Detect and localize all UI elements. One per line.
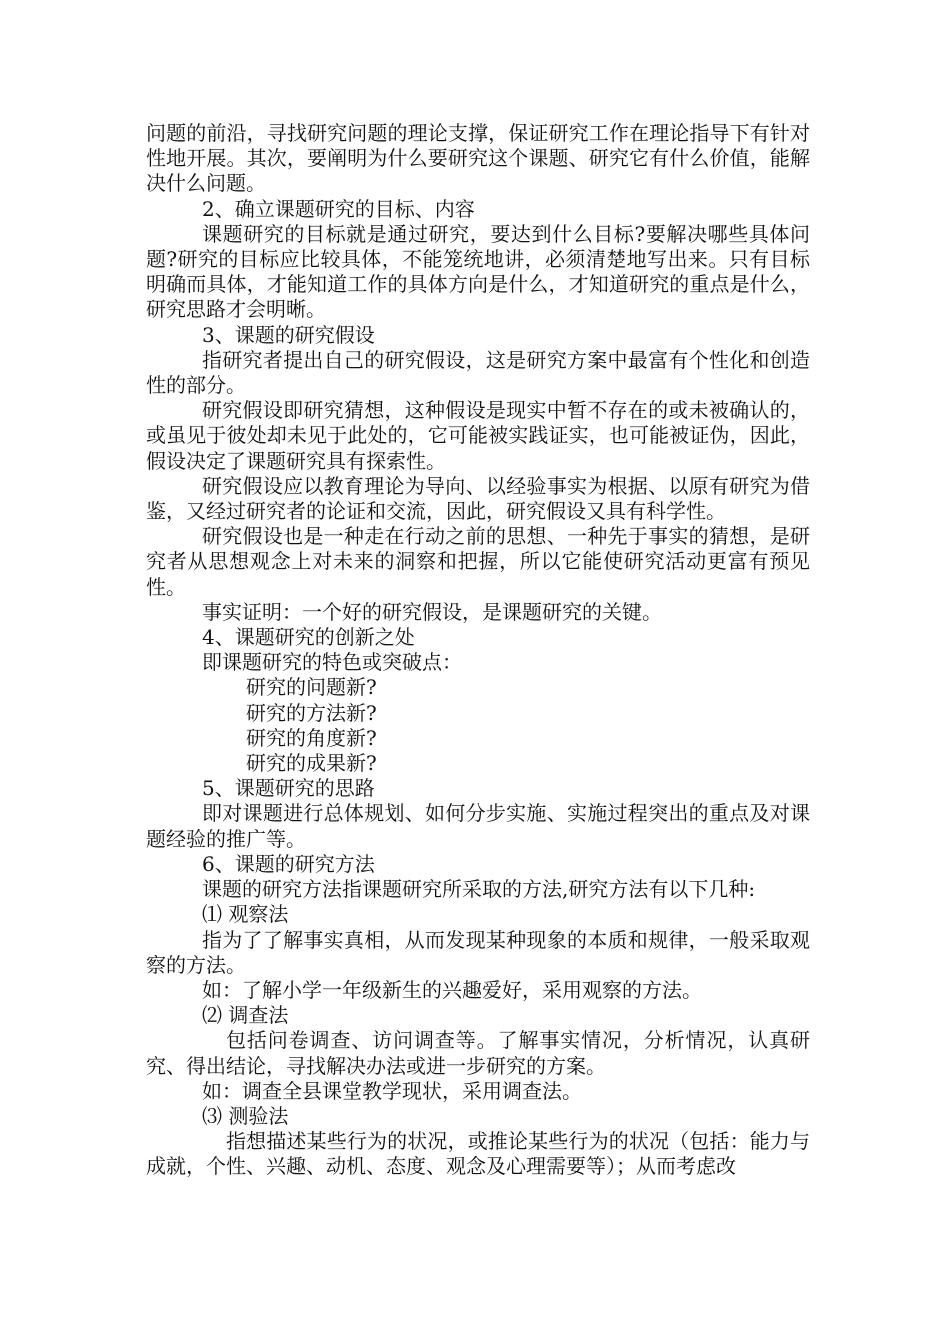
paragraph: 如：了解小学一年级新生的兴趣爱好，采用观察的方法。 [202,977,702,1002]
paragraph: 如：调查全县课堂教学现状，采用调查法。 [202,1078,582,1103]
paragraph: 事实证明：一个好的研究假设，是课题研究的关键。 [202,599,662,624]
section-heading: 2、确立课题研究的目标、内容 [202,196,475,221]
list-item: 研究的方法新? [246,700,377,725]
list-item: 研究的成果新? [246,751,377,776]
list-item: 研究的角度新? [246,725,377,750]
document-body [146,121,810,1180]
paragraph: 指研究者提出自己的研究假设，这是研究方案中最富有个性化和创造性的部分。 [146,347,810,398]
paragraph: 研究假设应以教育理论为导向、以经验事实为根据、以原有研究为借鉴，又经过研究者的论证和交流，因此，研究假设又具有科学性。 [146,473,810,524]
section-heading: 5、课题研究的思路 [202,776,375,801]
paragraph: 即课题研究的特色或突破点： [202,650,462,675]
paragraph: 课题的研究方法指课题研究所采取的方法,研究方法有以下几种: [202,877,756,902]
subsection-heading: ⑴ 观察法 [202,902,289,927]
section-heading: 3、课题的研究假设 [202,322,375,347]
paragraph: 指想描述某些行为的状况，或推论某些行为的状况（包括：能力与成就，个性、兴趣、动机、态度、观念及心理需要等）；从而考虑改 [146,1129,810,1179]
paragraph: 研究假设也是一种走在行动之前的思想、一种先于事实的猜想，是研究者从思想观念上对未来的洞察和把握，所以它能使研究活动更富有预见性。 [146,524,810,599]
subsection-heading: ⑶ 测验法 [202,1103,289,1128]
subsection-heading: ⑵ 调查法 [202,1003,289,1028]
section-heading: 6、课题的研究方法 [202,851,375,876]
section-heading: 4、课题研究的创新之处 [202,625,415,650]
paragraph: 课题研究的目标就是通过研究，要达到什么目标?要解决哪些具体问题?研究的目标应比较具体，不能笼统地讲，必须清楚地写出来。只有目标明确而具体，才能知道工作的具体方向是什么，才知道研究的重点是什么，研究思路才会明晰。 [146,221,810,322]
paragraph: 研究假设即研究猜想，这种假设是现实中暂不存在的或未被确认的，或虽见于彼处却未见于此处的，它可能被实践证实，也可能被证伪，因此，假设决定了课题研究具有探索性。 [146,398,810,473]
list-item: 研究的问题新? [246,675,377,700]
paragraph: 问题的前沿，寻找研究问题的理论支撑，保证研究工作在理论指导下有针对性地开展。其次，要阐明为什么要研究这个课题、研究它有什么价值，能解决什么问题。 [146,121,810,196]
paragraph: 即对课题进行总体规划、如何分步实施、实施过程突出的重点及对课题经验的推广等。 [146,801,810,851]
paragraph: 包括问卷调查、访问调查等。了解事实情况，分析情况，认真研究、得出结论，寻找解决办法或进一步研究的方案。 [146,1028,810,1078]
paragraph: 指为了了解事实真相，从而发现某种现象的本质和规律，一般采取观察的方法。 [146,927,810,977]
